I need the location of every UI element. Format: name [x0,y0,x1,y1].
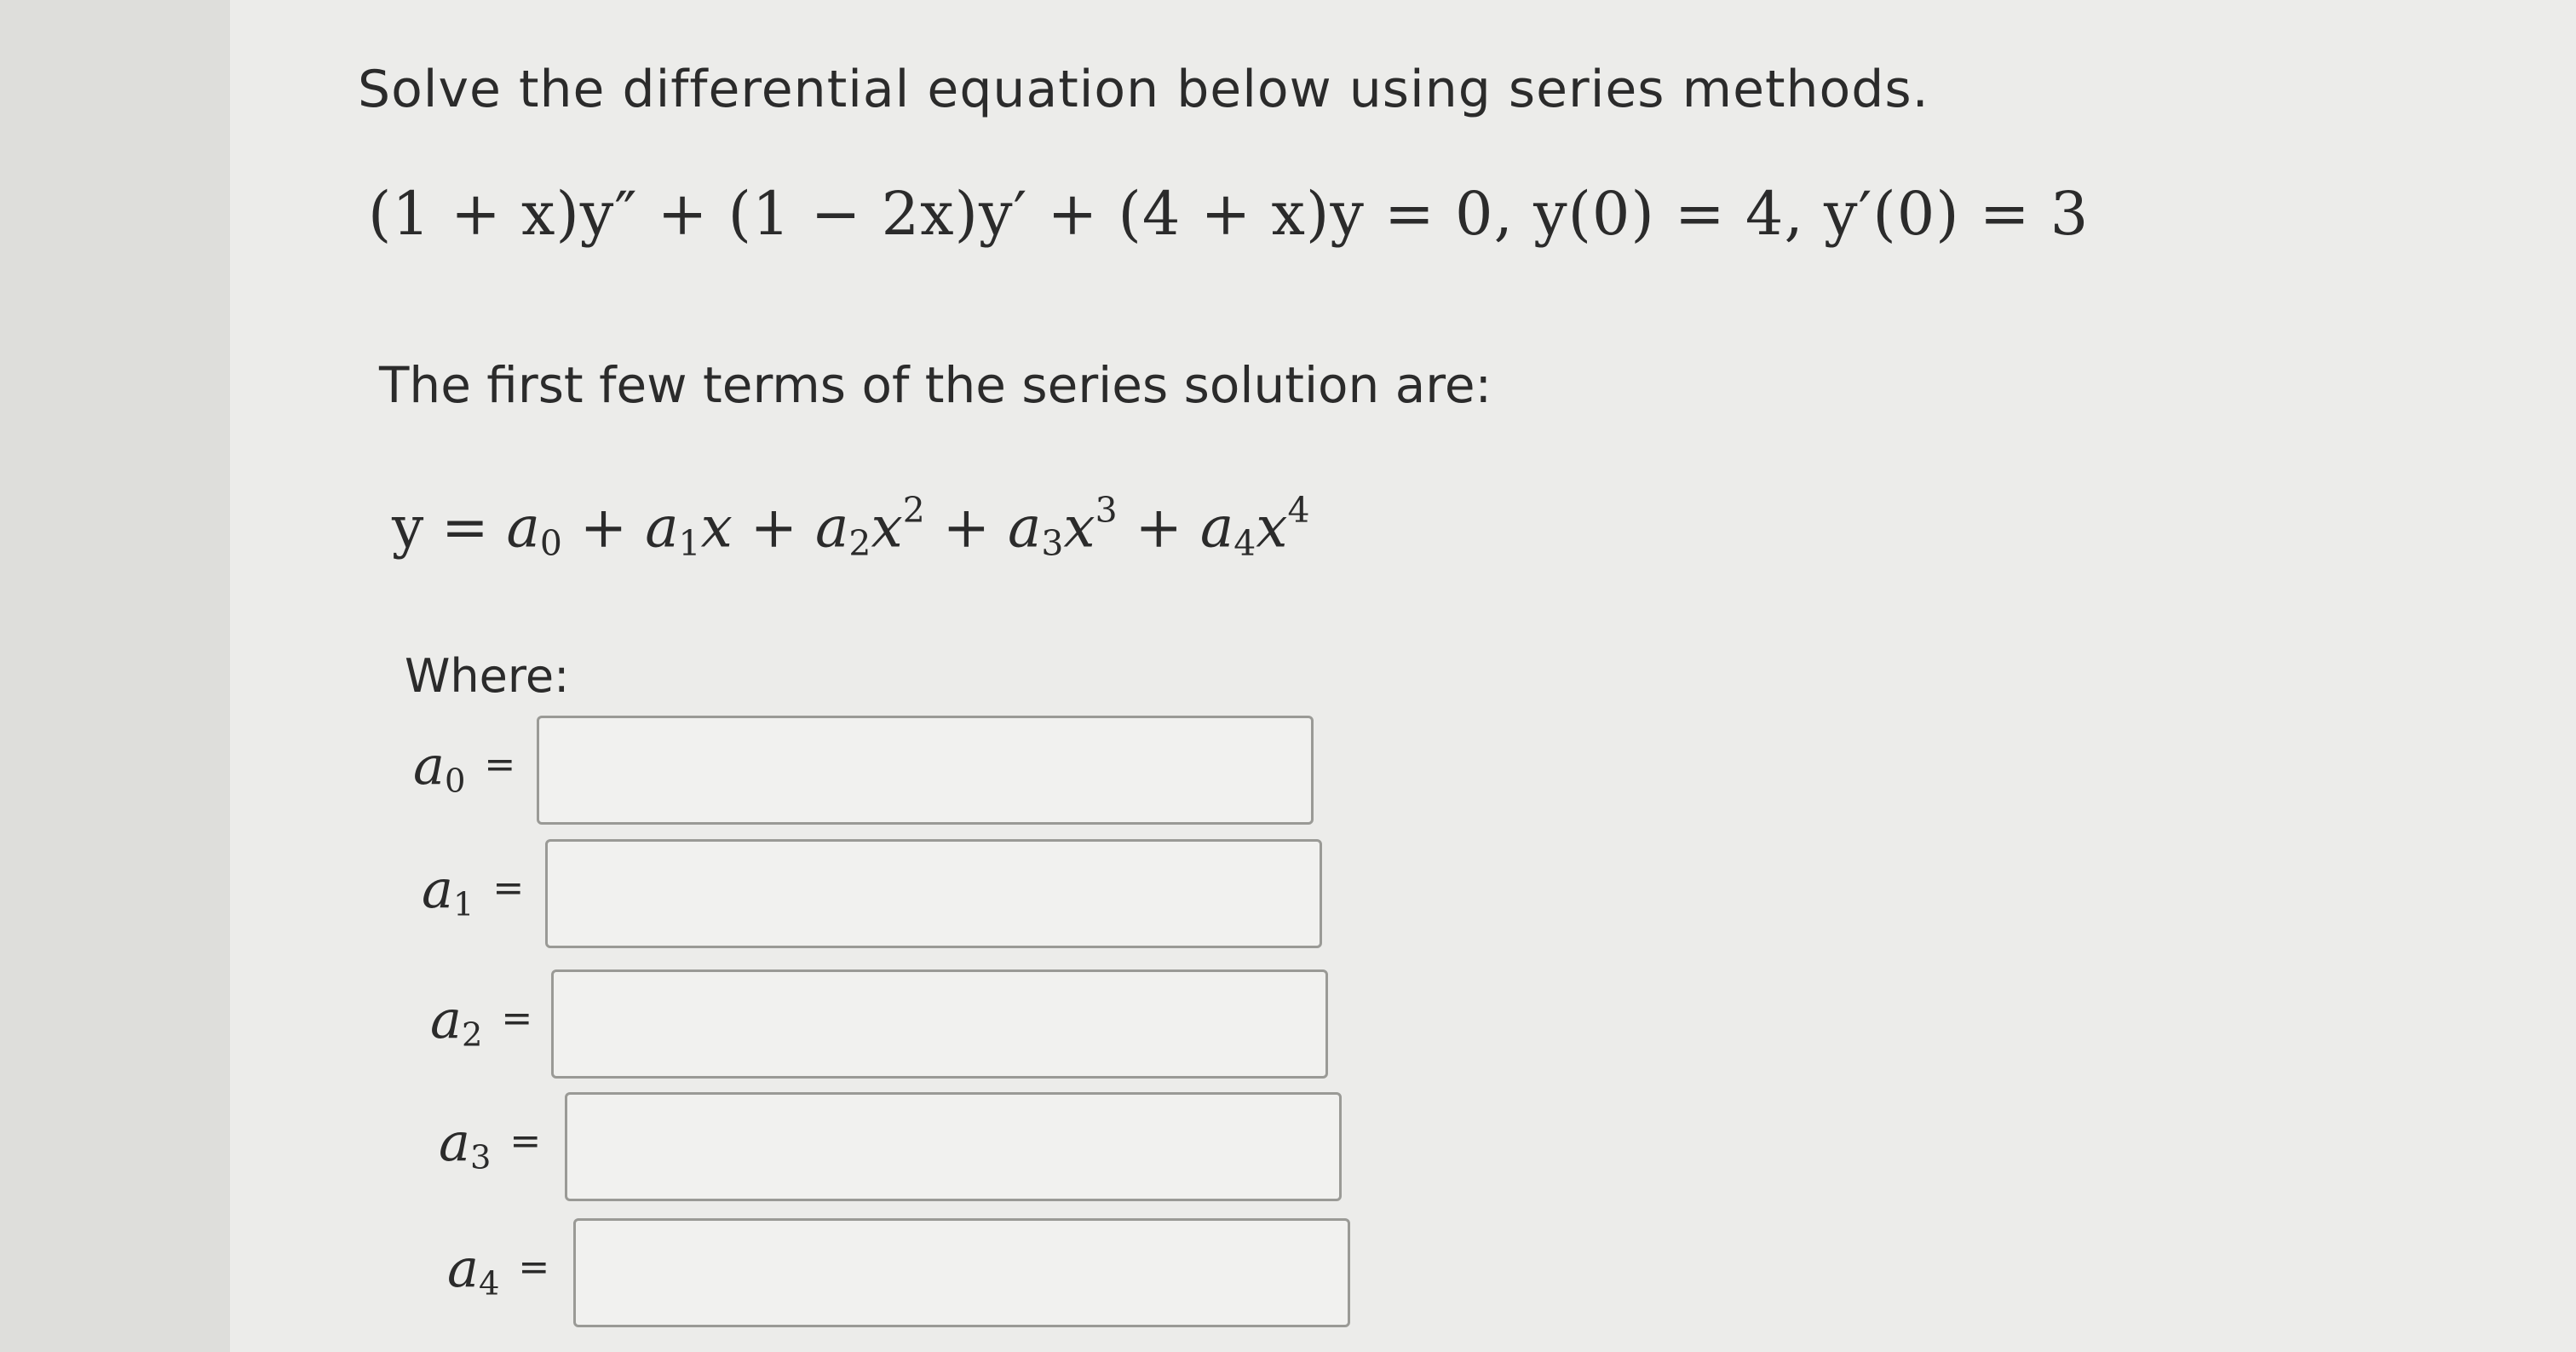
coef-letter: a [430,988,462,1050]
series-t1: + a [561,494,679,561]
coefficient-label-a3 [439,1111,541,1177]
where-label: Where: [405,649,570,703]
coefficient-row-a4 [447,1218,1384,1331]
left-margin [0,0,230,1352]
coef-equals: = [509,1119,542,1163]
series-t4: + a [1117,494,1234,561]
coefficient-label-a2 [430,988,532,1055]
coefficient-label-a1 [422,858,524,924]
coef-sub: 4 [478,1264,500,1303]
series-formula [392,490,1310,564]
a2-answer-input[interactable] [551,969,1328,1079]
coefficient-label-a0 [413,734,515,801]
series-a1-sub: 1 [678,522,701,564]
coef-letter: a [422,858,453,920]
differential-equation: (1 + x)y″ + (1 − 2x)y′ + (4 + x)y = 0, y(0) = 4, y′(0) = 3 [368,179,2090,249]
coef-letter: a [439,1111,470,1173]
coef-equals: = [501,997,533,1040]
a1-answer-input[interactable] [545,839,1322,948]
series-t4x: x [1256,494,1288,561]
series-a0-sub: 0 [539,522,562,564]
coef-sub: 3 [469,1138,492,1177]
coefficient-row-a1 [422,839,1359,952]
series-a0: a [506,494,540,561]
coef-equals: = [518,1246,550,1289]
series-lhs: y = [392,494,507,561]
series-t2x: x [871,494,903,561]
coef-sub: 1 [452,885,474,924]
coefficient-label-a4 [447,1237,549,1303]
series-t3: + a [924,494,1042,561]
series-x4-sup: 4 [1287,490,1310,531]
coef-sub: 2 [461,1015,483,1055]
question-prompt: Solve the differential equation below using series methods. [358,60,1929,119]
series-t3x: x [1063,494,1095,561]
coef-letter: a [447,1237,479,1299]
coefficient-row-a0 [413,716,1350,828]
series-a2-sub: 2 [848,522,871,564]
series-x3-sup: 3 [1095,490,1118,531]
series-t1x: x + a [700,494,849,561]
series-x2-sup: 2 [902,490,925,531]
coef-equals: = [484,743,516,786]
series-a3-sub: 3 [1041,522,1064,564]
coefficient-row-a2 [430,969,1367,1082]
coef-equals: = [492,866,525,910]
series-a4-sub: 4 [1233,522,1256,564]
coefficient-row-a3 [439,1092,1376,1205]
coef-letter: a [413,734,445,797]
a3-answer-input[interactable] [565,1092,1342,1201]
a0-answer-input[interactable] [537,716,1314,825]
series-intro: The first few terms of the series solution are: [379,356,1492,414]
a4-answer-input[interactable] [573,1218,1350,1327]
coef-sub: 0 [444,762,466,801]
